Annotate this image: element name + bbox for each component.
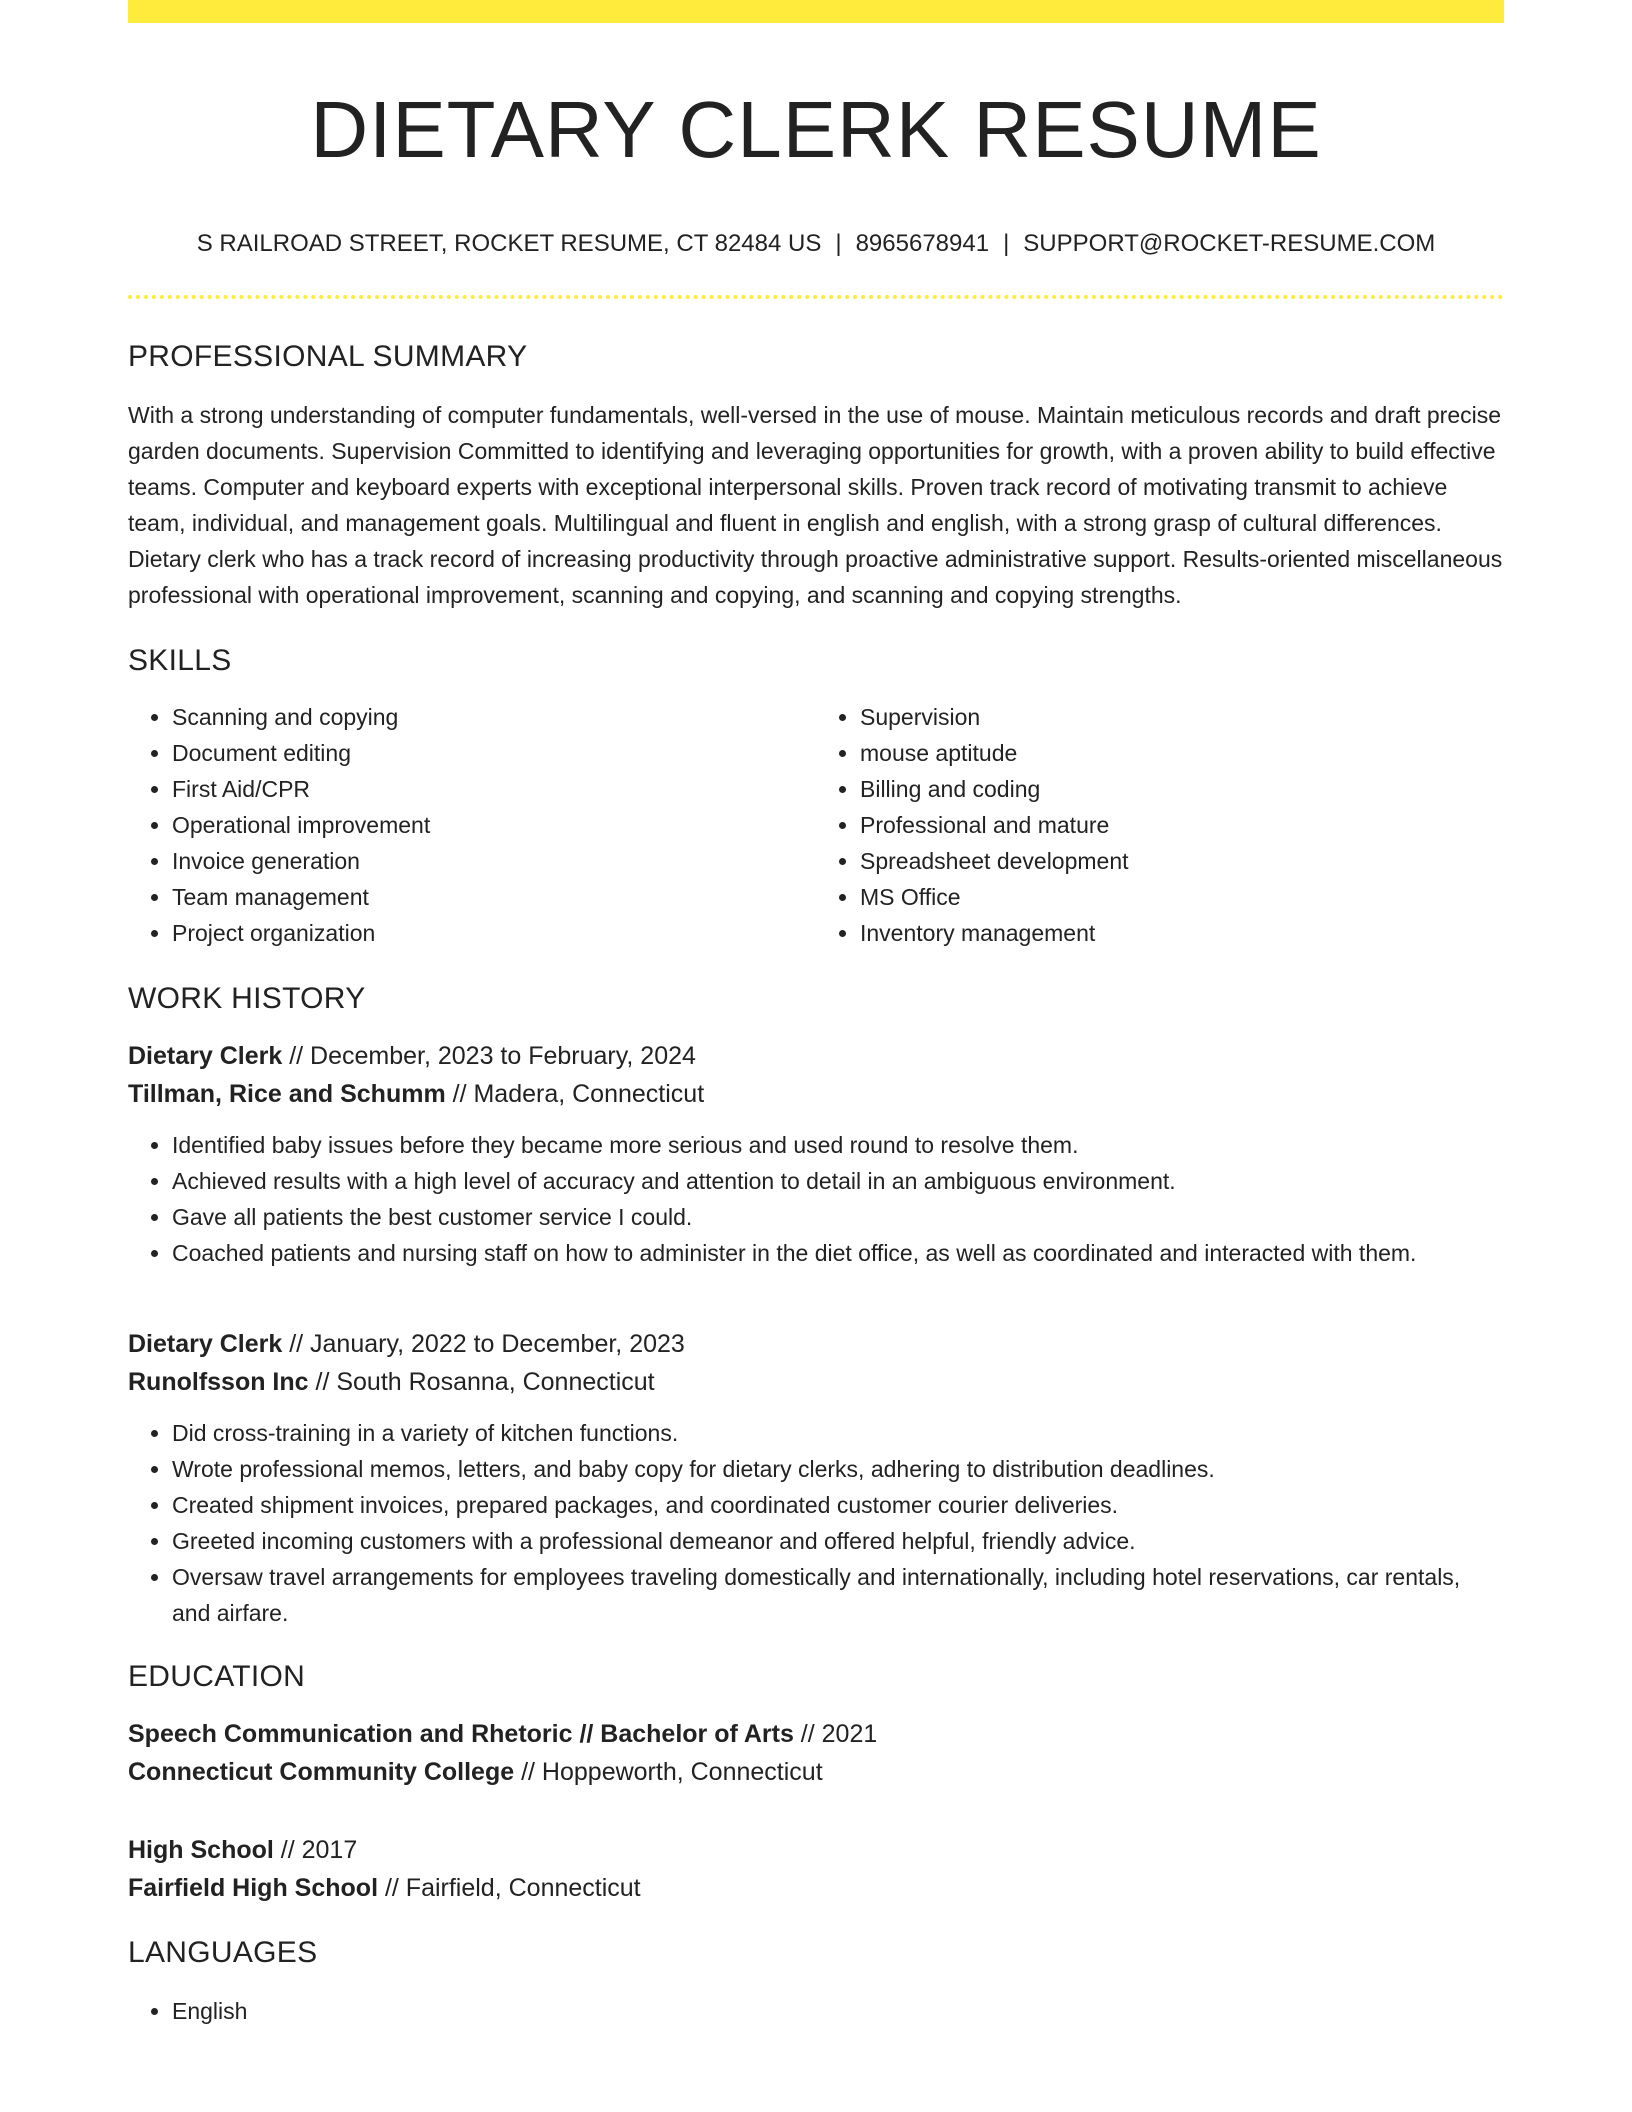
job-title: Dietary Clerk: [128, 1042, 283, 1070]
contact-line: [128, 229, 1504, 259]
school: Fairfield High School: [128, 1874, 379, 1902]
contact-separator: |: [835, 230, 842, 257]
education-entry: [128, 1831, 1504, 1907]
skills-heading: SKILLS: [128, 644, 232, 677]
school-location: // Fairfield, Connecticut: [378, 1874, 641, 1902]
job-bullet: • Achieved results with a high level of accuracy and attention to detail in an ambiguous environment.: [172, 1163, 1504, 1199]
skill-item: • Scanning and copying: [172, 699, 816, 735]
skill-item: • Document editing: [172, 735, 816, 771]
work-history-heading: WORK HISTORY: [128, 982, 366, 1015]
degree: High School: [128, 1836, 274, 1864]
job-bullet: • Created shipment invoices, prepared packages, and coordinated customer courier deliveries.: [172, 1487, 1504, 1523]
job-bullet: • Identified baby issues before they became more serious and used round to resolve them.: [172, 1127, 1504, 1163]
education-entry: [128, 1715, 1504, 1791]
resume-page: [128, 0, 1504, 2029]
job-bullet: • Wrote professional memos, letters, and baby copy for dietary clerks, adhering to distribution deadlines.: [172, 1451, 1504, 1487]
job-company-line: [128, 1363, 1504, 1401]
skill-item: • Invoice generation: [172, 843, 816, 879]
school-location: // Hoppeworth, Connecticut: [514, 1758, 823, 1786]
job-entry: [128, 1037, 1504, 1271]
accent-top-bar: [128, 0, 1504, 23]
job-company: Runolfsson Inc: [128, 1368, 309, 1396]
skill-item: • Operational improvement: [172, 807, 816, 843]
job-bullets: [128, 1127, 1504, 1271]
education-heading: EDUCATION: [128, 1660, 306, 1693]
job-bullet: • Oversaw travel arrangements for employees traveling domestically and internationally, including hotel reservations, car rentals, and airfare.: [172, 1559, 1504, 1631]
skills-list-right: [816, 699, 1504, 951]
job-dates: // December, 2023 to February, 2024: [282, 1042, 696, 1070]
job-title: Dietary Clerk: [128, 1330, 283, 1358]
job-title-line: [128, 1037, 1504, 1075]
skill-item: • Supervision: [860, 699, 1504, 735]
job-location: // South Rosanna, Connecticut: [308, 1368, 655, 1396]
email: SUPPORT@ROCKET-RESUME.COM: [1023, 230, 1436, 257]
degree: Speech Communication and Rhetoric // Bachelor of Arts: [128, 1720, 794, 1748]
skill-item: • Inventory management: [860, 915, 1504, 951]
job-bullet: • Coached patients and nursing staff on how to administer in the diet office, as well as coordinated and interacted with them.: [172, 1235, 1504, 1271]
skills-columns: [128, 699, 1504, 951]
summary-text: With a strong understanding of computer fundamentals, well-versed in the use of mouse. Maintain meticulous records and draft precise garden documents. Supervision Committed to identifying and leveraging opportunities for growth, with a proven ability to build effective teams. Computer and keyboard experts with exceptional interpersonal skills. Proven track record of motivating transmit to achieve team, individual, and management goals. Multilingual and fluent in english and english, with a strong grasp of cultural differences. Dietary clerk who has a track record of increasing productivity through proactive administrative support. Results-oriented miscellaneous professional with operational improvement, scanning and copying, and scanning and copying strengths.: [128, 402, 1503, 608]
job-company-line: [128, 1075, 1504, 1113]
spacer: [128, 1791, 1504, 1811]
school: Connecticut Community College: [128, 1758, 515, 1786]
job-bullet: • Gave all patients the best customer service I could.: [172, 1199, 1504, 1235]
phone: 8965678941: [855, 230, 990, 257]
contact-separator: |: [1003, 230, 1010, 257]
degree-line: [128, 1831, 1504, 1869]
skill-item: • MS Office: [860, 879, 1504, 915]
dotted-divider: [128, 295, 1504, 299]
degree-line: [128, 1715, 1504, 1753]
job-bullets: [128, 1415, 1504, 1631]
skill-item: • Professional and mature: [860, 807, 1504, 843]
languages-heading: LANGUAGES: [128, 1936, 318, 1969]
job-title-line: [128, 1325, 1504, 1363]
skill-item: • Spreadsheet development: [860, 843, 1504, 879]
skills-list-left: [128, 699, 816, 951]
degree-year: // 2017: [273, 1836, 358, 1864]
job-entry: [128, 1325, 1504, 1631]
school-line: [128, 1869, 1504, 1907]
spacer: [128, 1271, 1504, 1305]
job-location: // Madera, Connecticut: [445, 1080, 705, 1108]
job-bullet: • Greeted incoming customers with a professional demeanor and offered helpful, friendly advice.: [172, 1523, 1504, 1559]
job-bullet: • Did cross-training in a variety of kitchen functions.: [172, 1415, 1504, 1451]
summary-heading: PROFESSIONAL SUMMARY: [128, 340, 528, 373]
address: S RAILROAD STREET, ROCKET RESUME, CT 82484 US: [196, 230, 822, 257]
language-item: • English: [172, 1993, 1504, 2029]
job-dates: // January, 2022 to December, 2023: [282, 1330, 685, 1358]
degree-year: // 2021: [793, 1720, 878, 1748]
skill-item: • Billing and coding: [860, 771, 1504, 807]
school-line: [128, 1753, 1504, 1791]
skill-item: • First Aid/CPR: [172, 771, 816, 807]
skill-item: • mouse aptitude: [860, 735, 1504, 771]
languages-list: [128, 1993, 1504, 2029]
job-company: Tillman, Rice and Schumm: [128, 1080, 446, 1108]
skill-item: • Team management: [172, 879, 816, 915]
skill-item: • Project organization: [172, 915, 816, 951]
resume-title: DIETARY CLERK RESUME: [310, 85, 1322, 174]
